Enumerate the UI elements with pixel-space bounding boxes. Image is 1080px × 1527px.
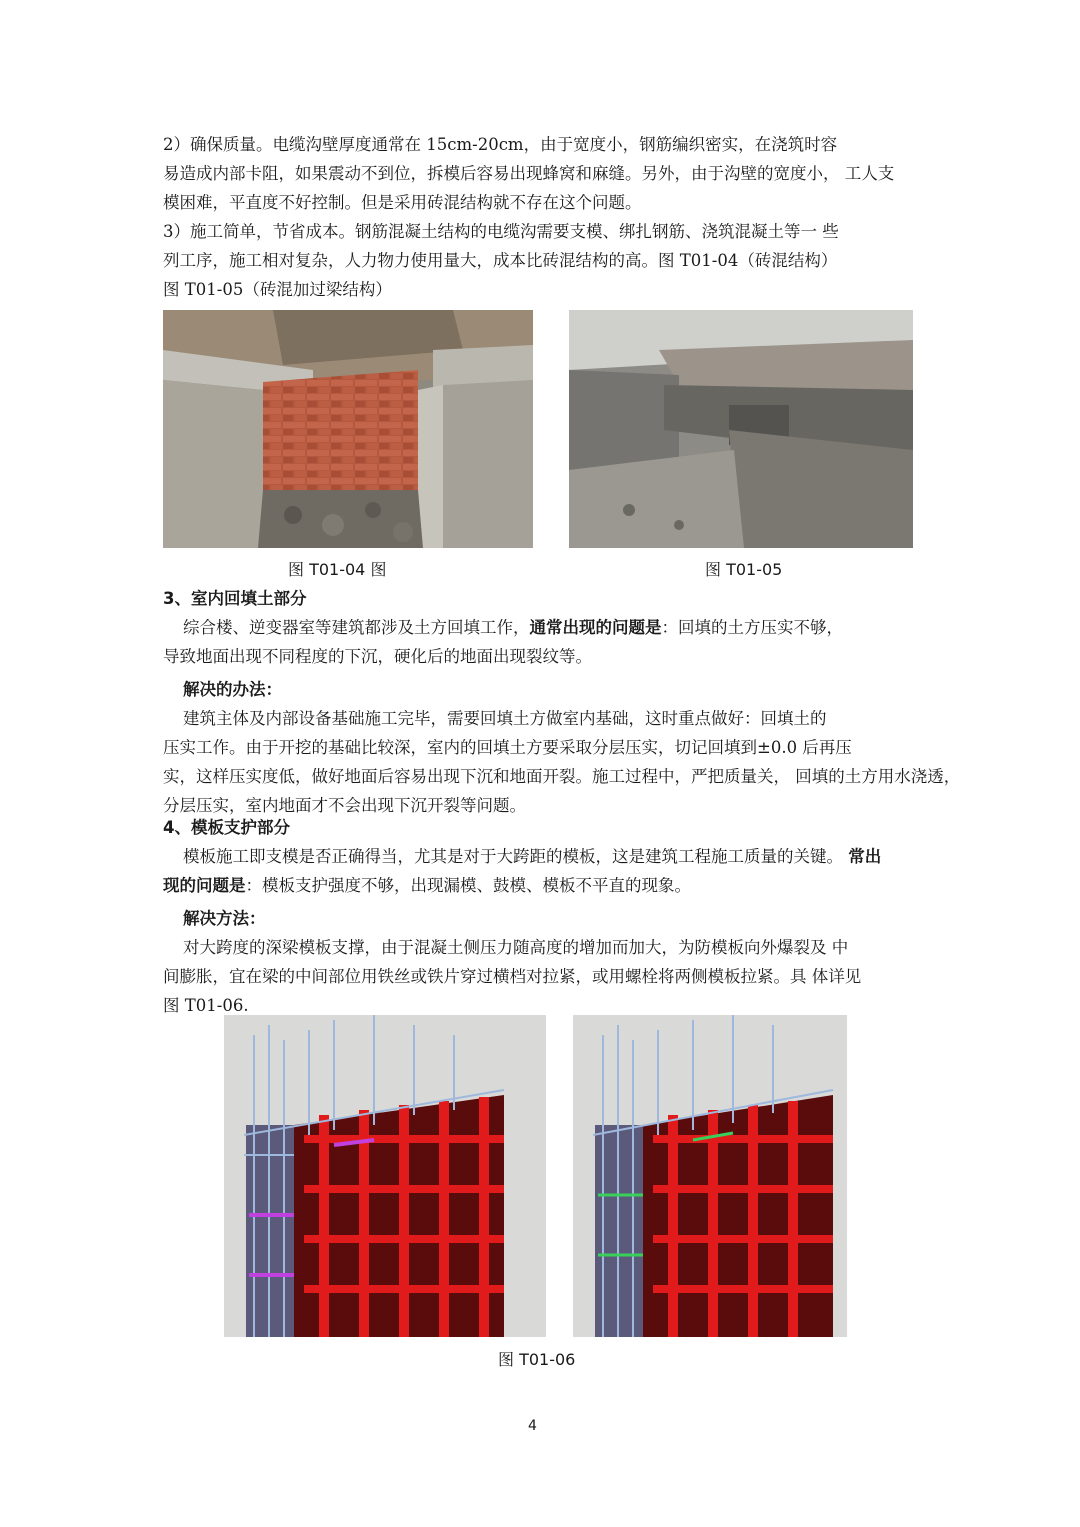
photo-brick-trench [163,310,533,548]
text-line: 建筑主体及内部设备基础施工完毕，需要回填土方做室内基础，这时重点做好：回填土的 [183,709,827,728]
figure-caption-t01-04: 图 T01-04 图 [288,560,387,579]
photo-lintel-structure [569,310,913,548]
lintel-structure-image [569,310,913,548]
text-line: 综合楼、逆变器室等建筑都涉及土方回填工作，通常出现的问题是：回填的土方压实不够， [183,618,843,637]
text-line: 间膨胀，宜在梁的中间部位用铁丝或铁片穿过横档对拉紧，或用螺栓将两侧模板拉紧。具 体详见 [163,967,862,986]
text-line: 现的问题是：模板支护强度不够，出现漏模、鼓模、模板不平直的现象。 [163,876,691,895]
formwork-render-left [224,1015,546,1337]
emphasis: 常出 [848,847,882,866]
text-line: 2）确保质量。电缆沟壁厚度通常在 15cm-20cm，由于宽度小，钢筋编织密实，在浇筑时容 [163,135,838,154]
text-line: 图 T01-06. [163,996,249,1015]
text-line: 图 T01-05（砖混加过梁结构） [163,280,392,299]
text-line: 压实工作。由于开挖的基础比较深，室内的回填土方要采取分层压实，切记回填到±0.0 后再压 [163,738,852,757]
text-line: 列工序，施工相对复杂，人力物力使用量大，成本比砖混结构的高。图 T01-04（砖混结构） [163,251,838,270]
section-heading: 4、模板支护部分 [163,818,290,837]
text-line: 分层压实，室内地面才不会出现下沉开裂等问题。 [163,796,526,815]
figure-caption-t01-05: 图 T01-05 [705,560,783,579]
text-line: 对大跨度的深梁模板支撑，由于混凝土侧压力随高度的增加而加大，为防模板向外爆裂及 中 [183,938,849,957]
solution-heading: 解决方法： [183,909,266,928]
text-line: 易造成内部卡阻，如果震动不到位，拆模后容易出现蜂窝和麻缝。另外，由于沟壁的宽度小， 工人支 [163,164,895,183]
page-number: 4 [528,1418,537,1434]
emphasis: 现的问题是 [163,876,246,895]
text-line: 3）施工简单，节省成本。钢筋混凝土结构的电缆沟需要支模、绑扎钢筋、浇筑混凝土等一 些 [163,222,839,241]
text-line: 实，这样压实度低，做好地面后容易出现下沉和地面开裂。施工过程中，严把质量关， 回填的土方用水浇透， [163,767,961,786]
section2-paragraphs [163,130,933,304]
section4 [163,813,933,1020]
text-line: 模困难，平直度不好控制。但是采用砖混结构就不存在这个问题。 [163,193,642,212]
render-formwork-right [573,1015,847,1337]
figure-caption-t01-06: 图 T01-06 [498,1350,576,1369]
formwork-render-right [573,1015,847,1337]
text-line: 模板施工即支模是否正确得当，尤其是对于大跨距的模板，这是建筑工程施工质量的关键。 常出 [183,847,882,866]
emphasis: 通常出现的问题是 [529,618,662,637]
solution-heading: 解决的办法： [183,680,282,699]
text-line: 导致地面出现不同程度的下沉，硬化后的地面出现裂纹等。 [163,647,592,666]
brick-trench-image [163,310,533,548]
section3 [163,584,961,820]
section-heading: 3、室内回填土部分 [163,589,307,608]
render-formwork-left [224,1015,546,1337]
